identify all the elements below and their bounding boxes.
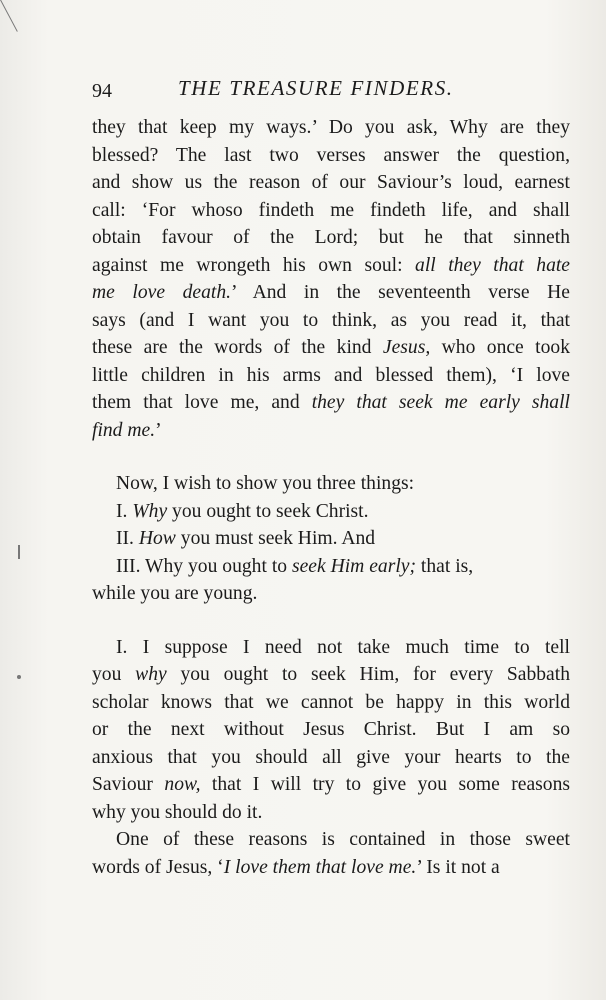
text-line	[92, 334, 570, 362]
paragraph-gap	[92, 444, 570, 470]
paragraph	[92, 634, 570, 827]
text-run: III. Why you ought to	[116, 555, 292, 577]
italic-text: they that seek me early shall	[311, 392, 570, 413]
text-run: why you should do it.	[92, 801, 263, 823]
text-line	[92, 771, 570, 799]
text-line	[92, 826, 570, 854]
paragraph-gap	[92, 608, 570, 634]
italic-text: Jesus,	[382, 337, 431, 358]
italic-text: find me.	[92, 419, 156, 441]
text-line	[92, 744, 570, 772]
text-line	[92, 252, 570, 280]
italic-text: why	[135, 664, 167, 685]
text-run: you must seek Him. And	[175, 528, 376, 549]
text-line	[92, 716, 570, 744]
text-run: these are the words of the kind	[92, 337, 383, 358]
italic-text: I love them that love me.	[223, 856, 417, 878]
italic-text: How	[138, 528, 176, 549]
text-line	[92, 142, 570, 170]
text-line	[92, 854, 570, 882]
page-number: 94	[92, 80, 112, 102]
page-header	[92, 74, 512, 104]
text-run: obtain favour of the Lord; but he that sinneth	[92, 227, 570, 248]
page-corner-line	[0, 0, 18, 32]
text-run: you ought to seek Him, for every Sabbath	[166, 664, 570, 685]
text-line	[92, 389, 570, 417]
text-line	[92, 114, 570, 142]
text-run: ’	[155, 419, 162, 441]
text-run: who once took	[430, 337, 570, 358]
scan-speck	[17, 675, 21, 679]
text-line	[92, 224, 570, 252]
text-run: ’ Is it not a	[416, 856, 500, 878]
text-run: blessed? The last two verses answer the question,	[92, 144, 570, 166]
text-run: Now, I wish to show you three things:	[116, 473, 415, 494]
text-run: or the next without Jesus Christ. But I am so	[92, 719, 570, 740]
text-run: little children in his arms and blessed them), ‘I love	[92, 364, 570, 386]
running-title: THE TREASURE FINDERS.	[178, 76, 454, 100]
text-run: against me wrongeth his own soul:	[92, 254, 416, 276]
text-line	[92, 362, 570, 390]
text-line	[92, 197, 570, 225]
italic-text: now,	[164, 774, 201, 795]
text-run: ’ And in the seventeenth verse He	[231, 282, 570, 303]
text-run: that is,	[416, 555, 474, 577]
text-run: that I will try to give you some reasons	[200, 774, 570, 795]
paragraph	[92, 470, 570, 608]
text-run: they that keep my ways.’ Do you ask, Why are they	[92, 117, 570, 138]
text-line	[92, 417, 570, 445]
text-run: while you are young.	[92, 583, 258, 604]
text-line	[92, 470, 570, 498]
text-run: you ought to seek Christ.	[167, 500, 369, 522]
italic-text: seek Him early;	[291, 555, 417, 577]
text-line	[92, 553, 570, 581]
text-line	[92, 525, 570, 553]
text-line	[92, 279, 570, 307]
text-line	[92, 169, 570, 197]
text-run: I. I suppose I need not take much time to tell	[116, 636, 570, 658]
text-run: call: ‘For whoso findeth me findeth life, and shall	[92, 199, 570, 221]
text-line	[92, 580, 570, 608]
text-run: scholar knows that we cannot be happy in this world	[92, 691, 570, 713]
body-text	[92, 114, 570, 881]
text-line	[92, 634, 570, 662]
text-line	[92, 498, 570, 526]
paragraph	[92, 826, 570, 881]
paragraph	[92, 114, 570, 444]
text-line	[92, 799, 570, 827]
text-line	[92, 307, 570, 335]
text-line	[92, 689, 570, 717]
text-run: II.	[116, 528, 139, 549]
text-run: Saviour	[92, 774, 165, 795]
text-run: I.	[116, 500, 133, 522]
text-run: One of these reasons is contained in those sweet	[116, 829, 570, 850]
text-run: you	[92, 664, 136, 685]
text-run: and show us the reason of our Saviour’s loud, earnest	[92, 172, 570, 193]
text-line	[92, 661, 570, 689]
text-run: them that love me, and	[92, 392, 312, 413]
italic-text: me love death.	[92, 282, 232, 303]
text-run: anxious that you should all give your hearts to the	[92, 746, 570, 768]
text-run: says (and I want you to think, as you read it, that	[92, 309, 570, 331]
italic-text: all they that hate	[415, 254, 571, 276]
italic-text: Why	[132, 500, 168, 522]
text-run: words of Jesus, ‘	[92, 856, 224, 878]
scan-speck	[18, 545, 20, 559]
